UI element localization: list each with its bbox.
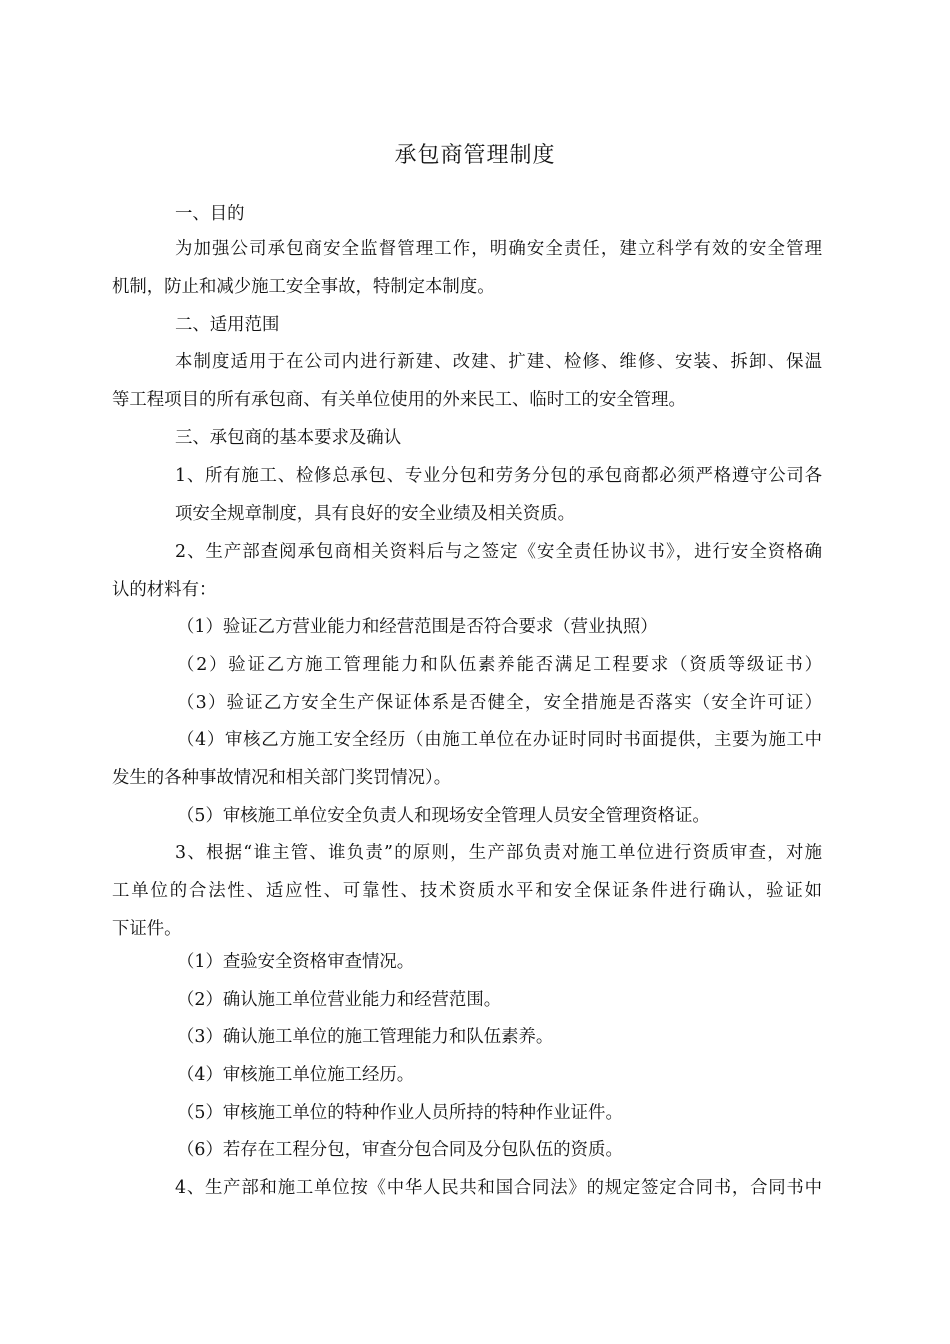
body-line: 下证件。 <box>112 919 182 939</box>
body-line: （1）查验安全资格审查情况。 <box>177 952 415 972</box>
body-line: 4、生产部和施工单位按《中华人民共和国合同法》的规定签定合同书，合同书中 <box>175 1178 823 1198</box>
body-line: （3）确认施工单位的施工管理能力和队伍素养。 <box>177 1027 554 1047</box>
page-title: 承包商管理制度 <box>394 143 556 168</box>
body-line: 1、所有施工、检修总承包、专业分包和劳务分包的承包商都必须严格遵守公司各 <box>175 466 823 486</box>
body-line: 为加强公司承包商安全监督管理工作，明确安全责任，建立科学有效的安全管理 <box>175 239 824 259</box>
body-line: 本制度适用于在公司内进行新建、改建、扩建、检修、维修、安装、拆卸、保温 <box>175 352 824 372</box>
body-line: 一、目的 <box>175 204 245 224</box>
body-line: （2）确认施工单位营业能力和经营范围。 <box>177 990 502 1010</box>
body-line: （3）验证乙方安全生产保证体系是否健全，安全措施是否落实（安全许可证） <box>177 693 824 713</box>
body-line: （1）验证乙方营业能力和经营范围是否符合要求（营业执照） <box>177 617 658 637</box>
body-line: 3、根据“谁主管、谁负责”的原则，生产部负责对施工单位进行资质审查，对施 <box>175 843 824 863</box>
body-line: 发生的各种事故情况和相关部门奖罚情况）。 <box>112 768 452 788</box>
body-line: （5）审核施工单位的特种作业人员所持的特种作业证件。 <box>177 1103 623 1123</box>
body-line: （5）审核施工单位安全负责人和现场安全管理人员安全管理资格证。 <box>177 806 710 826</box>
body-line: 等工程项目的所有承包商、有关单位使用的外来民工、临时工的安全管理。 <box>112 390 686 410</box>
body-line: 工单位的合法性、适应性、可靠性、技术资质水平和安全保证条件进行确认，验证如 <box>112 881 824 901</box>
body-line: 二、适用范围 <box>175 315 280 335</box>
body-line: （2）验证乙方施工管理能力和队伍素养能否满足工程要求（资质等级证书） <box>177 655 824 675</box>
body-line: 三、承包商的基本要求及确认 <box>175 428 402 448</box>
body-line: （6）若存在工程分包，审查分包合同及分包队伍的资质。 <box>177 1140 623 1160</box>
body-line: 机制，防止和减少施工安全事故，特制定本制度。 <box>112 277 495 297</box>
body-line: （4）审核施工单位施工经历。 <box>177 1065 415 1085</box>
body-line: 2、生产部查阅承包商相关资料后与之签定《安全责任协议书》，进行安全资格确 <box>175 542 824 562</box>
body-line: （4）审核乙方施工安全经历（由施工单位在办证时同时书面提供，主要为施工中 <box>177 730 823 750</box>
body-line: 项安全规章制度，具有良好的安全业绩及相关资质。 <box>175 504 575 524</box>
body-line: 认的材料有： <box>112 580 217 600</box>
